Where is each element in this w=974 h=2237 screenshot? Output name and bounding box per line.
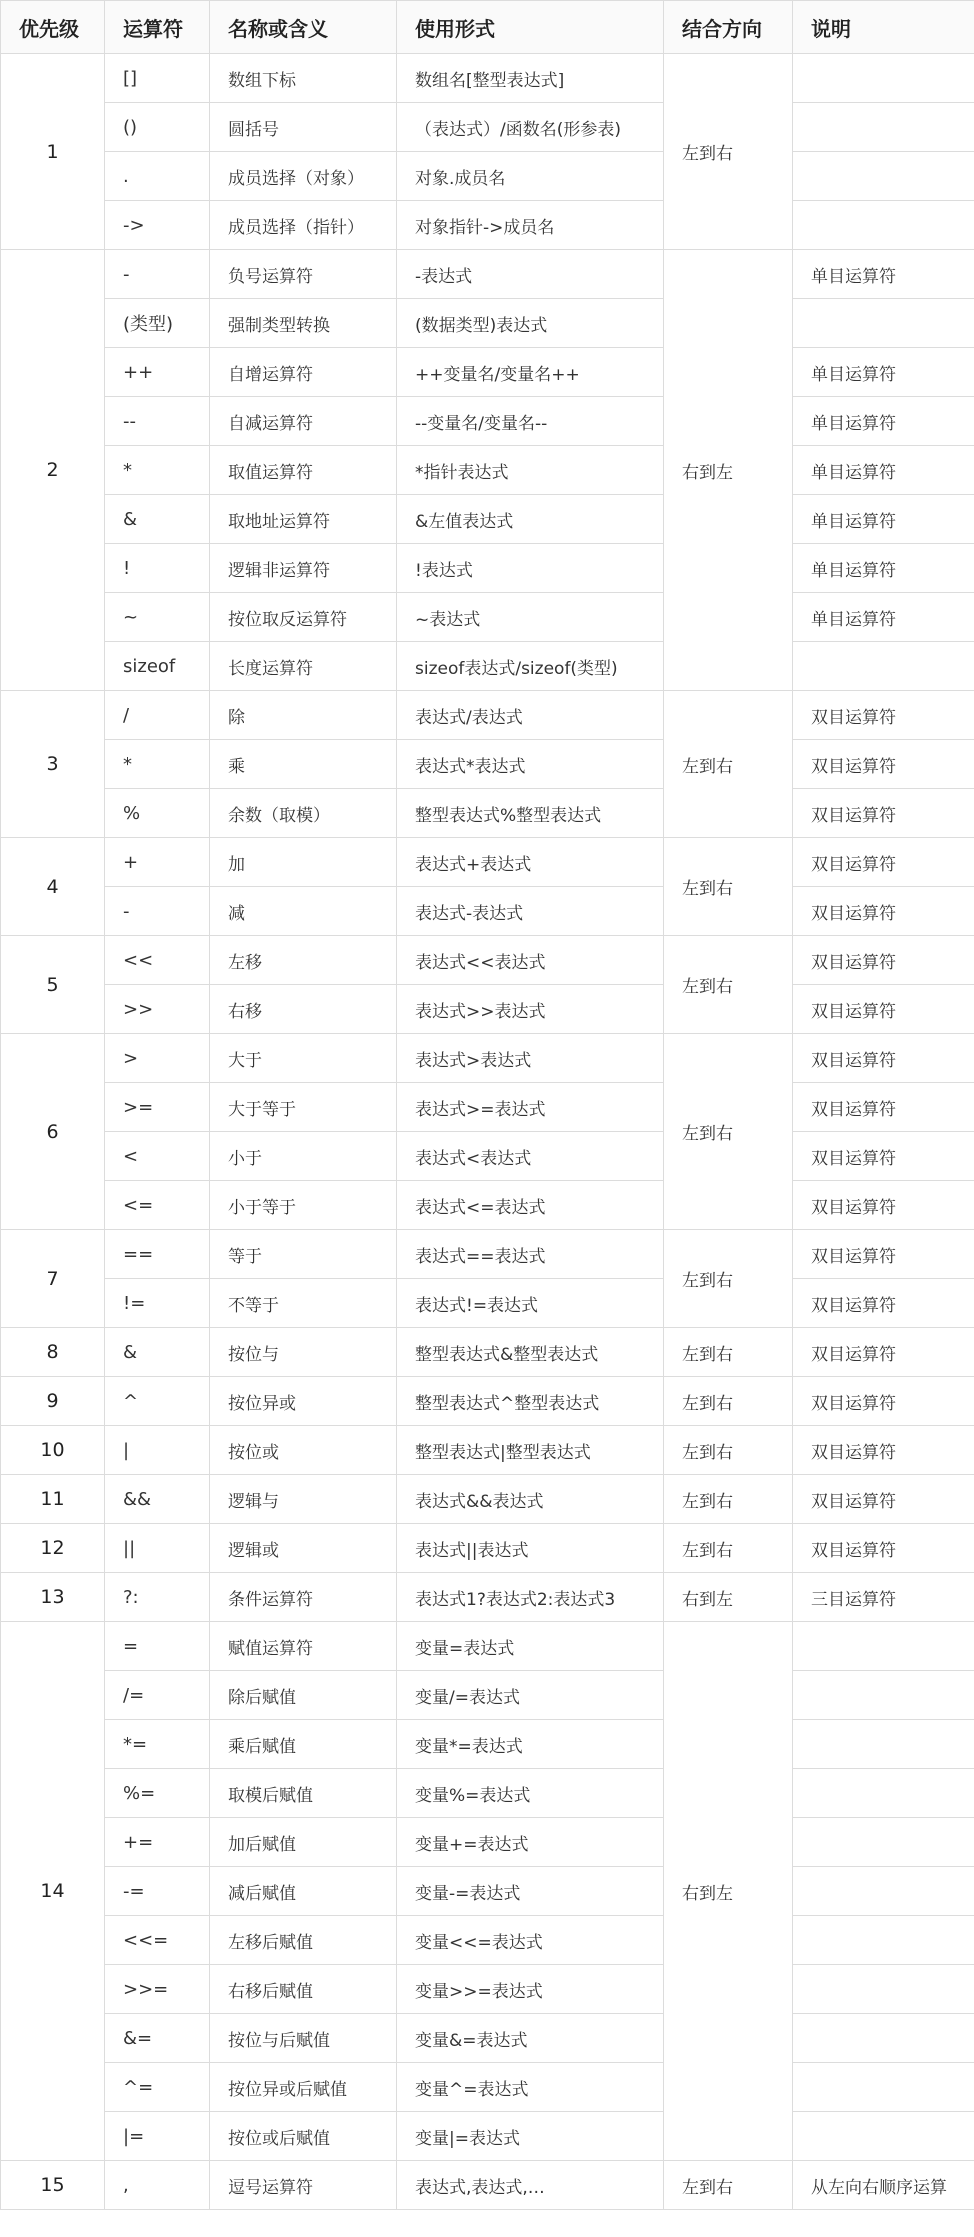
name-cell: 乘 — [210, 740, 397, 789]
name-cell: 取值运算符 — [210, 446, 397, 495]
name-cell: 减后赋值 — [210, 1867, 397, 1916]
note-cell — [793, 1720, 974, 1769]
note-cell: 单目运算符 — [793, 593, 974, 642]
operator-cell: ?: — [105, 1573, 210, 1622]
note-cell — [793, 152, 974, 201]
note-cell: 双目运算符 — [793, 1132, 974, 1181]
note-cell: 双目运算符 — [793, 789, 974, 838]
operator-cell: & — [105, 1328, 210, 1377]
name-cell: 右移后赋值 — [210, 1965, 397, 2014]
table-row — [1, 789, 974, 838]
note-cell — [793, 299, 974, 348]
associativity-cell: 左到右 — [664, 838, 793, 936]
table-row — [1, 201, 974, 250]
name-cell: 逻辑非运算符 — [210, 544, 397, 593]
note-cell: 三目运算符 — [793, 1573, 974, 1622]
table-row — [1, 1573, 974, 1622]
associativity-cell: 右到左 — [664, 1622, 793, 2161]
usage-cell: 对象指针->成员名 — [397, 201, 664, 250]
operator-cell: | — [105, 1426, 210, 1475]
note-cell: 双目运算符 — [793, 1083, 974, 1132]
table-row — [1, 1818, 974, 1867]
operator-cell: >= — [105, 1083, 210, 1132]
note-cell — [793, 54, 974, 103]
note-cell: 双目运算符 — [793, 1475, 974, 1524]
name-cell: 按位或 — [210, 1426, 397, 1475]
table-body — [1, 54, 974, 2210]
usage-cell: 变量-=表达式 — [397, 1867, 664, 1916]
operator-cell: / — [105, 691, 210, 740]
usage-cell: 表达式&&表达式 — [397, 1475, 664, 1524]
table-row — [1, 1671, 974, 1720]
name-cell: 自减运算符 — [210, 397, 397, 446]
table-row — [1, 54, 974, 103]
name-cell: 逻辑与 — [210, 1475, 397, 1524]
usage-cell: 表达式!=表达式 — [397, 1279, 664, 1328]
usage-cell: 整型表达式|整型表达式 — [397, 1426, 664, 1475]
note-cell — [793, 1965, 974, 2014]
note-cell: 双目运算符 — [793, 887, 974, 936]
associativity-cell: 左到右 — [664, 1426, 793, 1475]
table-row — [1, 985, 974, 1034]
name-cell: 乘后赋值 — [210, 1720, 397, 1769]
note-cell: 双目运算符 — [793, 1279, 974, 1328]
note-cell: 双目运算符 — [793, 1426, 974, 1475]
operator-cell: == — [105, 1230, 210, 1279]
associativity-cell: 右到左 — [664, 250, 793, 691]
operator-cell: ! — [105, 544, 210, 593]
priority-cell: 4 — [1, 838, 105, 936]
operator-cell: <<= — [105, 1916, 210, 1965]
table-row — [1, 397, 974, 446]
name-cell: 数组下标 — [210, 54, 397, 103]
operator-cell: ^ — [105, 1377, 210, 1426]
priority-cell: 7 — [1, 1230, 105, 1328]
usage-cell: 变量+=表达式 — [397, 1818, 664, 1867]
name-cell: 逗号运算符 — [210, 2161, 397, 2210]
name-cell: 按位或后赋值 — [210, 2112, 397, 2161]
usage-cell: 表达式+表达式 — [397, 838, 664, 887]
operator-cell: () — [105, 103, 210, 152]
associativity-cell: 左到右 — [664, 936, 793, 1034]
operator-cell: > — [105, 1034, 210, 1083]
table-row — [1, 936, 974, 985]
table-row — [1, 1230, 974, 1279]
usage-cell: 对象.成员名 — [397, 152, 664, 201]
name-cell: 强制类型转换 — [210, 299, 397, 348]
operator-cell: >> — [105, 985, 210, 1034]
priority-cell: 1 — [1, 54, 105, 250]
associativity-cell: 左到右 — [664, 691, 793, 838]
name-cell: 按位异或后赋值 — [210, 2063, 397, 2112]
usage-cell: （表达式）/函数名(形参表) — [397, 103, 664, 152]
usage-cell: 表达式>=表达式 — [397, 1083, 664, 1132]
note-cell: 单目运算符 — [793, 446, 974, 495]
operator-cell: -> — [105, 201, 210, 250]
associativity-cell: 左到右 — [664, 1377, 793, 1426]
usage-cell: 变量&=表达式 — [397, 2014, 664, 2063]
header-associativity: 结合方向 — [664, 1, 793, 54]
note-cell — [793, 201, 974, 250]
table-row — [1, 1328, 974, 1377]
note-cell: 单目运算符 — [793, 250, 974, 299]
usage-cell: 表达式<<表达式 — [397, 936, 664, 985]
usage-cell: 变量%=表达式 — [397, 1769, 664, 1818]
table-row — [1, 2112, 974, 2161]
note-cell: 双目运算符 — [793, 936, 974, 985]
priority-cell: 14 — [1, 1622, 105, 2161]
table-row — [1, 446, 974, 495]
note-cell: 双目运算符 — [793, 985, 974, 1034]
usage-cell: sizeof表达式/sizeof(类型) — [397, 642, 664, 691]
usage-cell: 表达式-表达式 — [397, 887, 664, 936]
operator-cell: << — [105, 936, 210, 985]
operator-cell: /= — [105, 1671, 210, 1720]
operator-cell: sizeof — [105, 642, 210, 691]
operator-cell: -- — [105, 397, 210, 446]
usage-cell: 表达式*表达式 — [397, 740, 664, 789]
usage-cell: *指针表达式 — [397, 446, 664, 495]
operator-cell: != — [105, 1279, 210, 1328]
operator-cell: - — [105, 887, 210, 936]
usage-cell: !表达式 — [397, 544, 664, 593]
note-cell: 单目运算符 — [793, 397, 974, 446]
usage-cell: 表达式<=表达式 — [397, 1181, 664, 1230]
name-cell: 加后赋值 — [210, 1818, 397, 1867]
table-row — [1, 593, 974, 642]
operator-cell: -= — [105, 1867, 210, 1916]
table-row — [1, 838, 974, 887]
usage-cell: 表达式<表达式 — [397, 1132, 664, 1181]
operator-cell: < — [105, 1132, 210, 1181]
note-cell — [793, 2014, 974, 2063]
note-cell — [793, 1867, 974, 1916]
header-priority: 优先级 — [1, 1, 105, 54]
priority-cell: 11 — [1, 1475, 105, 1524]
table-row — [1, 299, 974, 348]
operator-cell: && — [105, 1475, 210, 1524]
note-cell: 单目运算符 — [793, 348, 974, 397]
table-row — [1, 1867, 974, 1916]
usage-cell: &左值表达式 — [397, 495, 664, 544]
operator-cell: &= — [105, 2014, 210, 2063]
operator-cell: |= — [105, 2112, 210, 2161]
operator-cell: = — [105, 1622, 210, 1671]
name-cell: 按位与后赋值 — [210, 2014, 397, 2063]
note-cell — [793, 2063, 974, 2112]
operator-cell: || — [105, 1524, 210, 1573]
name-cell: 右移 — [210, 985, 397, 1034]
name-cell: 圆括号 — [210, 103, 397, 152]
name-cell: 按位取反运算符 — [210, 593, 397, 642]
table-row — [1, 152, 974, 201]
note-cell: 双目运算符 — [793, 1230, 974, 1279]
priority-cell: 10 — [1, 1426, 105, 1475]
usage-cell: 变量>>=表达式 — [397, 1965, 664, 2014]
name-cell: 条件运算符 — [210, 1573, 397, 1622]
table-row — [1, 1181, 974, 1230]
table-row — [1, 495, 974, 544]
name-cell: 加 — [210, 838, 397, 887]
table-row — [1, 1965, 974, 2014]
associativity-cell: 左到右 — [664, 1328, 793, 1377]
table-row — [1, 1034, 974, 1083]
table-row — [1, 2014, 974, 2063]
priority-cell: 6 — [1, 1034, 105, 1230]
note-cell: 双目运算符 — [793, 691, 974, 740]
name-cell: 大于等于 — [210, 1083, 397, 1132]
name-cell: 等于 — [210, 1230, 397, 1279]
name-cell: 取地址运算符 — [210, 495, 397, 544]
associativity-cell: 左到右 — [664, 1475, 793, 1524]
usage-cell: 表达式1?表达式2:表达式3 — [397, 1573, 664, 1622]
name-cell: 小于等于 — [210, 1181, 397, 1230]
name-cell: 按位与 — [210, 1328, 397, 1377]
header-row — [1, 1, 974, 54]
priority-cell: 13 — [1, 1573, 105, 1622]
priority-cell: 15 — [1, 2161, 105, 2210]
note-cell — [793, 642, 974, 691]
note-cell — [793, 2112, 974, 2161]
usage-cell: 表达式==表达式 — [397, 1230, 664, 1279]
usage-cell: 变量*=表达式 — [397, 1720, 664, 1769]
table-row — [1, 740, 974, 789]
note-cell — [793, 1769, 974, 1818]
note-cell: 单目运算符 — [793, 495, 974, 544]
priority-cell: 9 — [1, 1377, 105, 1426]
table-row — [1, 1720, 974, 1769]
note-cell — [793, 1916, 974, 1965]
table-row — [1, 544, 974, 593]
note-cell: 双目运算符 — [793, 1377, 974, 1426]
table-row — [1, 1769, 974, 1818]
priority-cell: 12 — [1, 1524, 105, 1573]
usage-cell: (数据类型)表达式 — [397, 299, 664, 348]
operator-cell: <= — [105, 1181, 210, 1230]
table-row — [1, 1083, 974, 1132]
name-cell: 长度运算符 — [210, 642, 397, 691]
priority-cell: 5 — [1, 936, 105, 1034]
usage-cell: --变量名/变量名-- — [397, 397, 664, 446]
note-cell — [793, 1622, 974, 1671]
associativity-cell: 左到右 — [664, 2161, 793, 2210]
usage-cell: 整型表达式^整型表达式 — [397, 1377, 664, 1426]
table-row — [1, 1916, 974, 1965]
note-cell — [793, 1671, 974, 1720]
operator-cell: ~ — [105, 593, 210, 642]
note-cell: 单目运算符 — [793, 544, 974, 593]
table-row — [1, 250, 974, 299]
operator-cell: [] — [105, 54, 210, 103]
operator-cell: += — [105, 1818, 210, 1867]
priority-cell: 2 — [1, 250, 105, 691]
associativity-cell: 右到左 — [664, 1573, 793, 1622]
name-cell: 除 — [210, 691, 397, 740]
usage-cell: ~表达式 — [397, 593, 664, 642]
usage-cell: 变量/=表达式 — [397, 1671, 664, 1720]
note-cell — [793, 1818, 974, 1867]
usage-cell: 表达式/表达式 — [397, 691, 664, 740]
usage-cell: 数组名[整型表达式] — [397, 54, 664, 103]
header-usage: 使用形式 — [397, 1, 664, 54]
table-row — [1, 2063, 974, 2112]
operator-cell: * — [105, 740, 210, 789]
usage-cell: 整型表达式%整型表达式 — [397, 789, 664, 838]
name-cell: 减 — [210, 887, 397, 936]
associativity-cell: 左到右 — [664, 1524, 793, 1573]
note-cell: 双目运算符 — [793, 1181, 974, 1230]
note-cell: 双目运算符 — [793, 1328, 974, 1377]
note-cell: 双目运算符 — [793, 1524, 974, 1573]
operator-cell: % — [105, 789, 210, 838]
table-row — [1, 642, 974, 691]
name-cell: 自增运算符 — [210, 348, 397, 397]
table-row — [1, 348, 974, 397]
table-row — [1, 1475, 974, 1524]
operator-cell: (类型) — [105, 299, 210, 348]
priority-cell: 3 — [1, 691, 105, 838]
operator-cell: ++ — [105, 348, 210, 397]
operator-cell: %= — [105, 1769, 210, 1818]
table-row — [1, 103, 974, 152]
operator-cell: . — [105, 152, 210, 201]
usage-cell: ++变量名/变量名++ — [397, 348, 664, 397]
operator-cell: , — [105, 2161, 210, 2210]
usage-cell: 表达式,表达式,… — [397, 2161, 664, 2210]
note-cell: 双目运算符 — [793, 838, 974, 887]
name-cell: 成员选择（指针） — [210, 201, 397, 250]
table-row — [1, 1279, 974, 1328]
name-cell: 小于 — [210, 1132, 397, 1181]
table-row — [1, 1426, 974, 1475]
table-row — [1, 1132, 974, 1181]
table-row — [1, 1377, 974, 1426]
header-note: 说明 — [793, 1, 974, 54]
name-cell: 左移 — [210, 936, 397, 985]
name-cell: 成员选择（对象） — [210, 152, 397, 201]
table-row — [1, 2161, 974, 2210]
name-cell: 余数（取模） — [210, 789, 397, 838]
note-cell: 双目运算符 — [793, 1034, 974, 1083]
note-cell: 双目运算符 — [793, 740, 974, 789]
operator-cell: >>= — [105, 1965, 210, 2014]
operator-cell: + — [105, 838, 210, 887]
usage-cell: 表达式>>表达式 — [397, 985, 664, 1034]
name-cell: 逻辑或 — [210, 1524, 397, 1573]
usage-cell: 表达式||表达式 — [397, 1524, 664, 1573]
table-row — [1, 887, 974, 936]
name-cell: 按位异或 — [210, 1377, 397, 1426]
usage-cell: -表达式 — [397, 250, 664, 299]
operator-cell: ^= — [105, 2063, 210, 2112]
operator-cell: * — [105, 446, 210, 495]
name-cell: 赋值运算符 — [210, 1622, 397, 1671]
table-row — [1, 691, 974, 740]
usage-cell: 变量<<=表达式 — [397, 1916, 664, 1965]
table-row — [1, 1524, 974, 1573]
associativity-cell: 左到右 — [664, 1230, 793, 1328]
usage-cell: 变量^=表达式 — [397, 2063, 664, 2112]
priority-cell: 8 — [1, 1328, 105, 1377]
associativity-cell: 左到右 — [664, 1034, 793, 1230]
name-cell: 负号运算符 — [210, 250, 397, 299]
usage-cell: 整型表达式&整型表达式 — [397, 1328, 664, 1377]
name-cell: 除后赋值 — [210, 1671, 397, 1720]
operator-cell: & — [105, 495, 210, 544]
header-name: 名称或含义 — [210, 1, 397, 54]
name-cell: 取模后赋值 — [210, 1769, 397, 1818]
operator-cell: *= — [105, 1720, 210, 1769]
usage-cell: 变量|=表达式 — [397, 2112, 664, 2161]
name-cell: 大于 — [210, 1034, 397, 1083]
note-cell — [793, 103, 974, 152]
usage-cell: 表达式>表达式 — [397, 1034, 664, 1083]
name-cell: 左移后赋值 — [210, 1916, 397, 1965]
name-cell: 不等于 — [210, 1279, 397, 1328]
associativity-cell: 左到右 — [664, 54, 793, 250]
table-row — [1, 1622, 974, 1671]
header-operator: 运算符 — [105, 1, 210, 54]
usage-cell: 变量=表达式 — [397, 1622, 664, 1671]
note-cell: 从左向右顺序运算 — [793, 2161, 974, 2210]
operator-cell: - — [105, 250, 210, 299]
